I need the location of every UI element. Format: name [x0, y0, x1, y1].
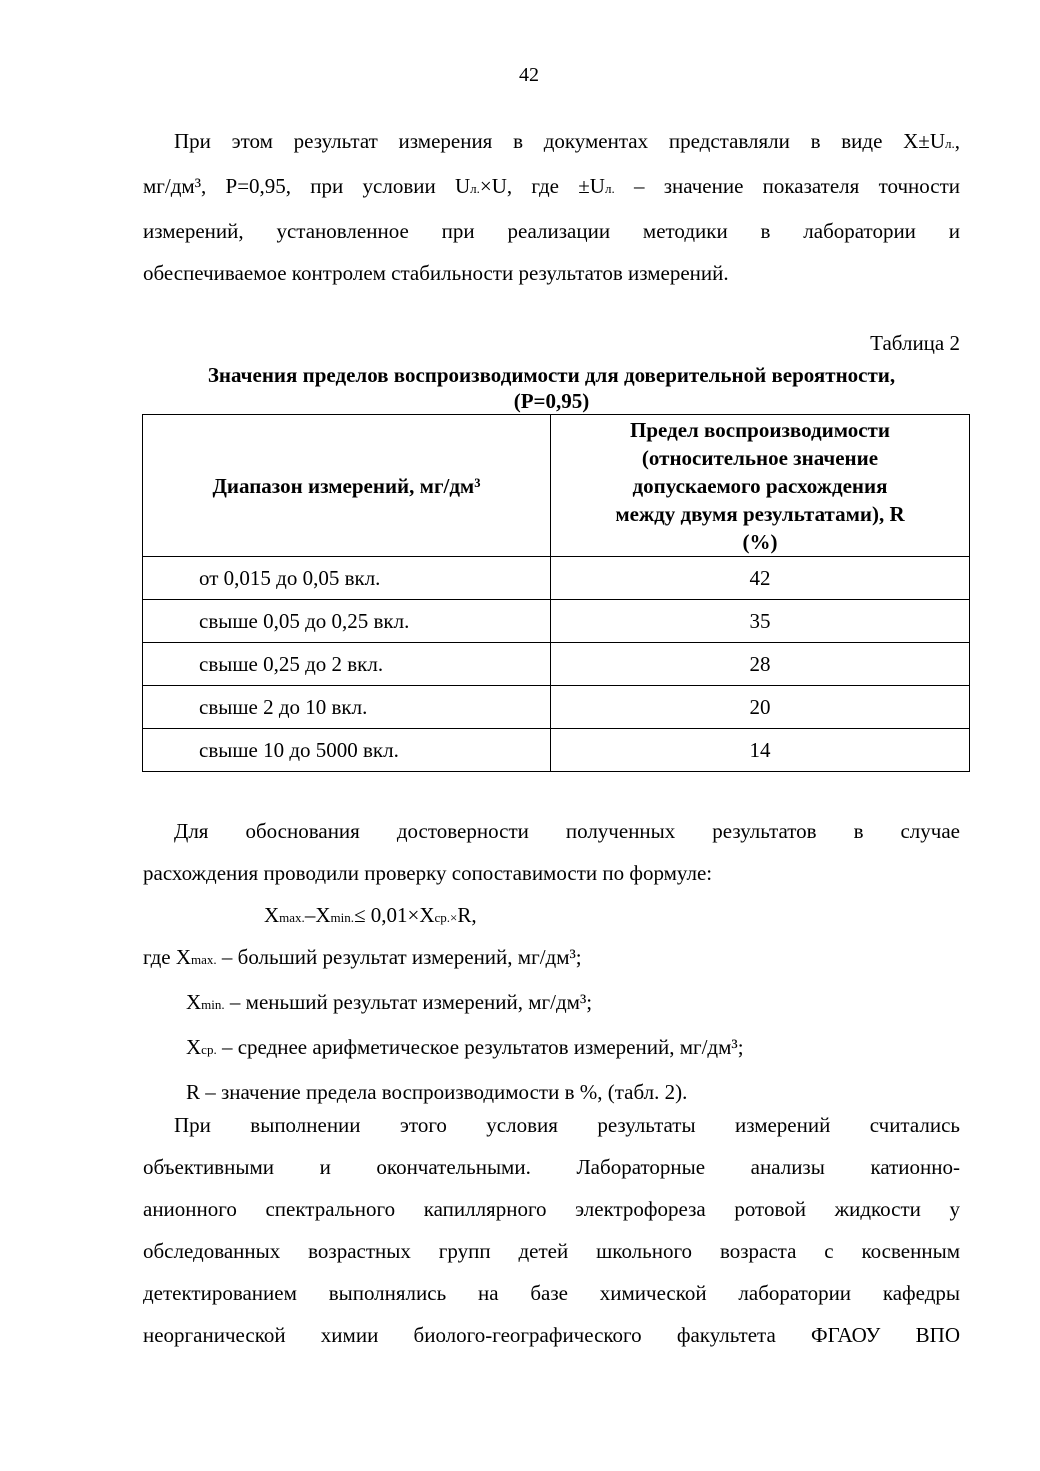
value-cell: 42 [551, 557, 970, 600]
value-cell: 20 [551, 686, 970, 729]
paragraph-measurement-result [143, 120, 960, 294]
table-number-label: Таблица 2 [870, 331, 960, 355]
value-cell: 35 [551, 600, 970, 643]
paragraph-line: анионного спектрального капиллярного электрофореза ротовой жидкости у [143, 1197, 960, 1221]
paragraph-line: расхождения проводили проверку сопоставимости по формуле: [143, 861, 713, 885]
paragraph-line: При выполнении этого условия результаты измерений считались [174, 1113, 960, 1137]
range-cell: свыше 0,05 до 0,25 вкл. [143, 600, 551, 643]
table-row [143, 600, 970, 643]
reproducibility-table [142, 414, 970, 772]
range-cell: свыше 0,25 до 2 вкл. [143, 643, 551, 686]
table-row [143, 729, 970, 772]
table-row [143, 686, 970, 729]
paragraph-line: объективными и окончательными. Лабораторные анализы катионно- [143, 1155, 960, 1179]
paragraph-lab-analysis [143, 1104, 960, 1356]
range-cell: свыше 10 до 5000 вкл. [143, 729, 551, 772]
table-header-row [143, 415, 970, 557]
table-title-line: Значения пределов воспроизводимости для доверительной вероятности, [207, 363, 896, 387]
paragraph-line: обеспечиваемое контролем стабильности результатов измерений. [143, 261, 729, 285]
paragraph-comparability [143, 810, 960, 894]
paragraph-line: При этом результат измерения в документах представляли в виде X±Uл., [174, 129, 960, 153]
table-title [143, 362, 960, 414]
comparability-formula: Xmax.–Xmin.≤ 0,01×Xср.×R, [264, 903, 477, 927]
value-cell: 14 [551, 729, 970, 772]
table-title-line: (P=0,95) [513, 389, 590, 413]
definition-xavg: Xср. – среднее арифметическое результатов измерений, мг/дм³; [186, 1035, 744, 1059]
paragraph-line: измерений, установленное при реализации методики в лаборатории и [143, 219, 960, 243]
paragraph-line: детектированием выполнялись на базе химической лаборатории кафедры [143, 1281, 960, 1305]
table-row [143, 643, 970, 686]
table-row [143, 557, 970, 600]
definition-xmin: Xmin. – меньший результат измерений, мг/дм³; [186, 990, 593, 1014]
paragraph-line: неорганической химии биолого-географического факультета ФГАОУ ВПО [143, 1323, 960, 1347]
paragraph-line: обследованных возрастных групп детей школьного возраста с косвенным [143, 1239, 960, 1263]
value-cell: 28 [551, 643, 970, 686]
range-cell: свыше 2 до 10 вкл. [143, 686, 551, 729]
definition-r: R – значение предела воспроизводимости в %, (табл. 2). [186, 1080, 688, 1104]
definition-xmax: где Xmax. – больший результат измерений, мг/дм³; [143, 945, 582, 969]
paragraph-line: мг/дм³, P=0,95, при условии Uл.×U, где ±Uл. – значение показателя точности [143, 174, 960, 198]
header-limit: Предел воспроизводимости (относительное значение допускаемого расхождения между двумя результатами), R (%) [551, 415, 970, 557]
paragraph-line: Для обоснования достоверности полученных результатов в случае [174, 819, 960, 843]
formula-definitions [143, 936, 744, 1113]
page-number: 42 [519, 64, 539, 86]
header-range: Диапазон измерений, мг/дм³ [143, 415, 551, 557]
range-cell: от 0,015 до 0,05 вкл. [143, 557, 551, 600]
